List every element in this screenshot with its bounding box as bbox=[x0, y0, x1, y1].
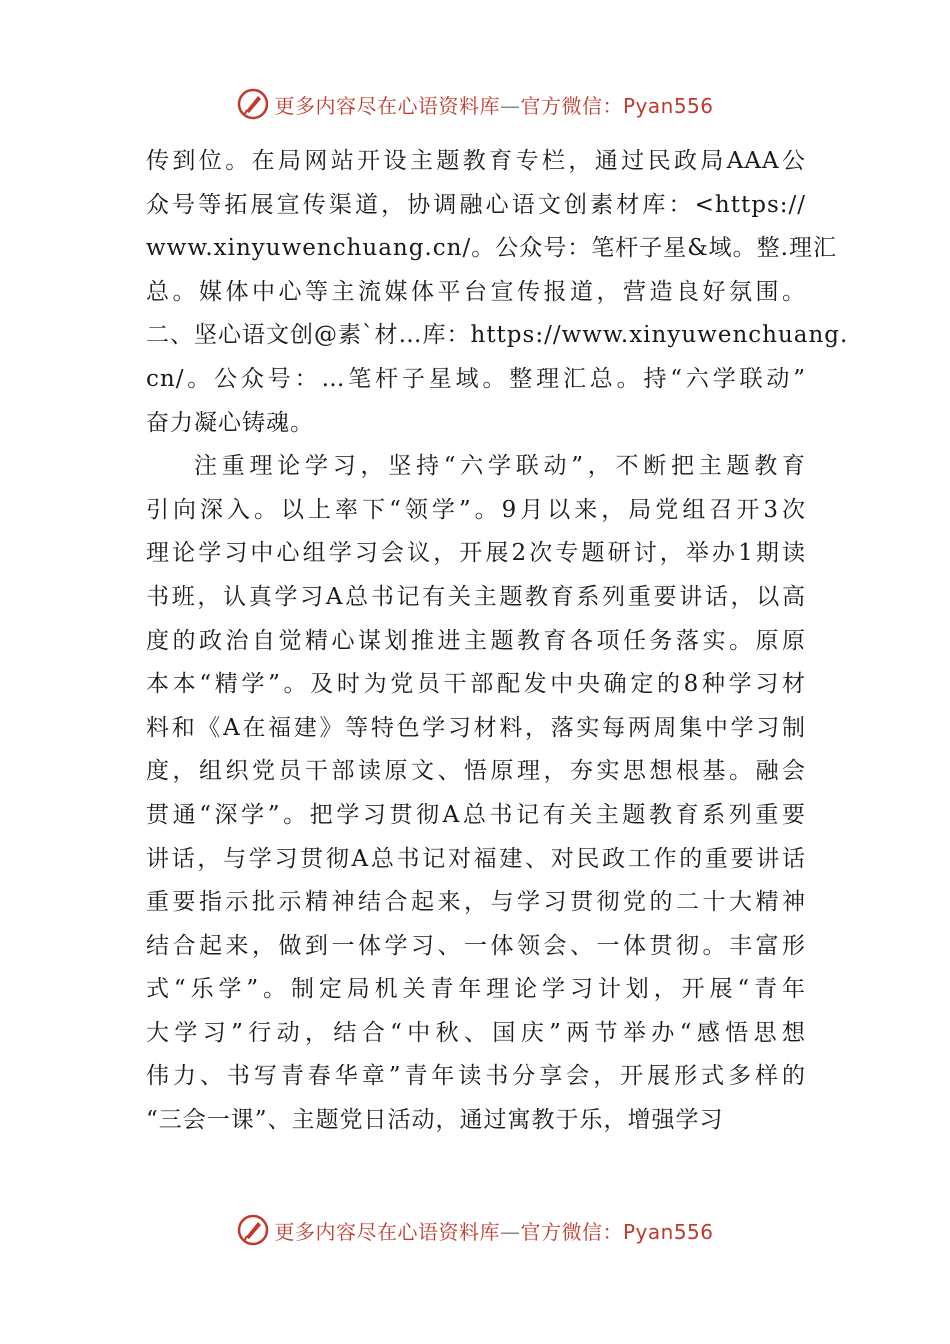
text-line: 理论学习中心组学习会议，开展2次专题研讨，举办1期读 bbox=[146, 540, 806, 567]
text-line: 引向深入。以上率下“领学”。9月以来，局党组召开3次 bbox=[146, 496, 806, 523]
text-line: 二、坚心语文创@素`材…库：https://www.xinyuwenchuang. bbox=[146, 322, 849, 349]
text-line: 大学习”行动，结合“中秋、国庆”两节举办“感悟思想 bbox=[146, 1019, 806, 1046]
footer-banner bbox=[0, 1210, 950, 1250]
banner-dash: — bbox=[499, 1219, 521, 1244]
pen-logo-icon bbox=[236, 87, 270, 121]
banner-wechat-label: 官方微信： bbox=[520, 1219, 623, 1244]
text-line: 本本“精学”。及时为党员干部配发中央确定的8种学习材 bbox=[146, 671, 806, 698]
text-line: 传到位。在局网站开设主题教育专栏，通过民政局AAA公 bbox=[146, 148, 806, 174]
text-line: 注重理论学习，坚持“六学联动”，不断把主题教育 bbox=[194, 453, 806, 480]
text-line: 结合起来，做到一体学习、一体领会、一体贯彻。丰富形 bbox=[146, 932, 806, 959]
banner-text bbox=[274, 90, 713, 119]
text-line: www.xinyuwenchuang.cn/。公众号：笔杆子星&域。整.理汇 bbox=[146, 235, 837, 262]
text-line: cn/。公众号：…笔杆子星域。整理汇总。持“六学联动” bbox=[146, 365, 806, 392]
text-line: “三会一课”、主题党日活动，通过寓教于乐，增强学习 bbox=[146, 1107, 724, 1134]
banner-main-text: 更多内容尽在心语资料库 bbox=[274, 93, 500, 118]
pen-logo-icon bbox=[236, 1213, 270, 1247]
paragraph bbox=[146, 445, 806, 1143]
text-line: 众号等拓展宣传渠道，协调融心语文创素材库：<https:// bbox=[146, 191, 806, 218]
banner-wechat-label: 官方微信： bbox=[520, 93, 623, 118]
text-line: 度的政治自觉精心谋划推进主题教育各项任务落实。原原 bbox=[146, 627, 806, 654]
text-line: 奋力凝心铸魂。 bbox=[146, 409, 314, 436]
banner-wechat-id: Pyan556 bbox=[622, 93, 714, 118]
text-line: 总。媒体中心等主流媒体平台宣传报道，营造良好氛围。 bbox=[146, 278, 806, 305]
text-line: 伟力、书写青春华章”青年读书分享会，开展形式多样的 bbox=[146, 1063, 806, 1090]
text-line: 料和《A在福建》等特色学习材料，落实每两周集中学习制 bbox=[146, 714, 806, 741]
text-line: 书班，认真学习A总书记有关主题教育系列重要讲话，以高 bbox=[146, 583, 806, 610]
text-line: 贯通“深学”。把学习贯彻A总书记有关主题教育系列重要 bbox=[146, 801, 806, 828]
text-line: 度，组织党员干部读原文、悟原理，夯实思想根基。融会 bbox=[146, 758, 806, 785]
banner-dash: — bbox=[499, 93, 521, 118]
document-body bbox=[146, 140, 849, 1143]
banner-text bbox=[274, 1216, 713, 1245]
header-banner bbox=[0, 84, 950, 124]
text-line: 讲话，与学习贯彻A总书记对福建、对民政工作的重要讲话 bbox=[146, 845, 806, 872]
banner-wechat-id: Pyan556 bbox=[622, 1219, 714, 1244]
text-line: 式“乐学”。制定局机关青年理论学习计划，开展“青年 bbox=[146, 976, 806, 1003]
paragraph bbox=[146, 140, 849, 445]
banner-main-text: 更多内容尽在心语资料库 bbox=[274, 1219, 500, 1244]
text-line: 重要指示批示精神结合起来，与学习贯彻党的二十大精神 bbox=[146, 889, 806, 916]
